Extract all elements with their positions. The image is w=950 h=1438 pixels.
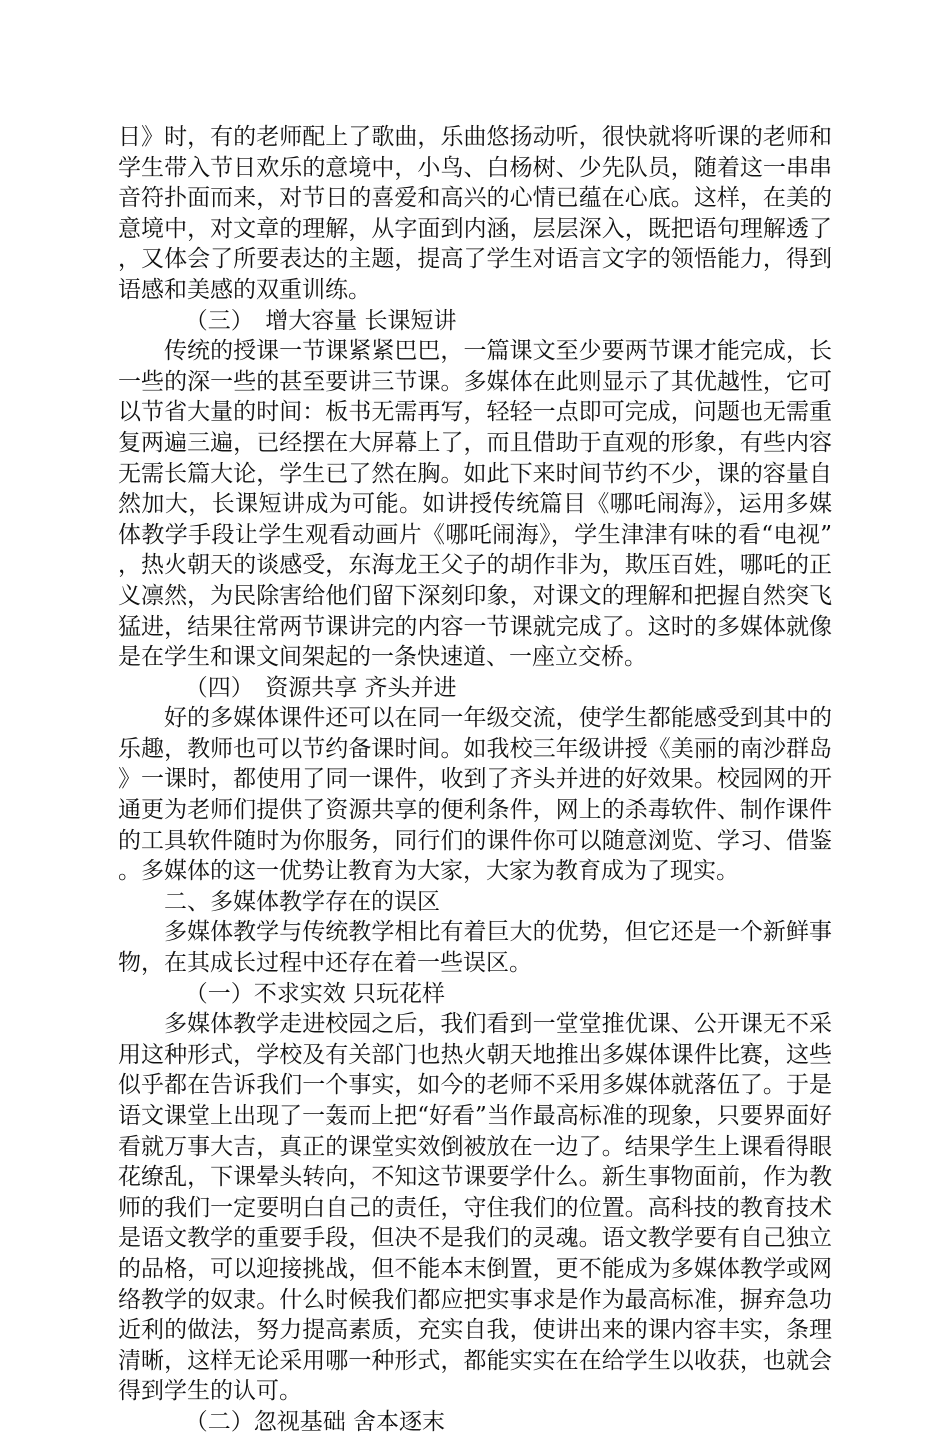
paragraph-misconceptions-intro: 多媒体教学与传统教学相比有着巨大的优势，但它还是一个新鲜事物，在其成长过程中还存在着一些误区。	[118, 919, 832, 977]
paragraph-capacity: 传统的授课一节课紧紧巴巴，一篇课文至少要两节课才能完成，长一些的深一些的甚至要讲三节课。多媒体在此则显示了其优越性，它可以节省大量的时间：板书无需再写，轻轻一点即可完成，问题也无需重复两遍三遍，已经摆在大屏幕上了，而且借助于直观的形象，有些内容无需长篇大论，学生已了然在胸。如此下来时间节约不少，课的容量自然加大，长课短讲成为可能。如讲授传统篇目《哪吒闹海》，运用多媒体教学手段让学生观看动画片《哪吒闹海》，学生津津有味的看“电视”，热火朝天的谈感受，东海龙王父子的胡作非为，欺压百姓，哪吒的正义凛然，为民除害给他们留下深刻印象，对课文的理解和把握自然突飞猛进，结果往常两节课讲完的内容一节课就完成了。这时的多媒体就像是在学生和课文间架起的一条快速道、一座立交桥。	[118, 338, 832, 671]
paragraph-resource-sharing: 好的多媒体课件还可以在同一年级交流，使学生都能感受到其中的乐趣，教师也可以节约备课时间。如我校三年级讲授《美丽的南沙群岛》一课时，都使用了同一课件，收到了齐头并进的好效果。校园网的开通更为老师们提供了资源共享的便利条件，网上的杀毒软件、制作课件的工具软件随时为你服务，同行们的课件你可以随意浏览、学习、借鉴。多媒体的这一优势让教育为大家，大家为教育成为了现实。	[118, 705, 832, 885]
document-body	[118, 122, 832, 1438]
section-heading-1: （一）不求实效 只玩花样	[184, 980, 445, 1007]
section-heading-2: （二）忽视基础 舍本逐末	[184, 1408, 445, 1435]
section-heading-3: （三） 增大容量 长课短讲	[184, 307, 457, 334]
section-heading-4: （四） 资源共享 齐头并进	[184, 674, 457, 701]
chapter-heading-misconceptions: 二、多媒体教学存在的误区	[164, 888, 440, 915]
paragraph-continued: 日》时，有的老师配上了歌曲，乐曲悠扬动听，很快就将听课的老师和学生带入节日欢乐的意境中，小鸟、白杨树、少先队员，随着这一串串音符扑面而来，对节日的喜爱和高兴的心情已蕴在心底。这样，在美的意境中，对文章的理解，从字面到内涵，层层深入，既把语句理解透了，又体会了所要表达的主题，提高了学生对语言文字的领悟能力，得到语感和美感的双重训练。	[118, 124, 832, 303]
paragraph-no-effect: 多媒体教学走进校园之后，我们看到一堂堂推优课、公开课无不采用这种形式，学校及有关部门也热火朝天地推出多媒体课件比赛，这些似乎都在告诉我们一个事实，如今的老师不采用多媒体就落伍了。于是语文课堂上出现了一轰而上把“好看”当作最高标准的现象，只要界面好看就万事大吉，真正的课堂实效倒被放在一边了。结果学生上课看得眼花缭乱，下课晕头转向，不知这节课要学什么。新生事物面前，作为教师的我们一定要明白自己的责任，守住我们的位置。高科技的教育技术是语文教学的重要手段，但决不是我们的灵魂。语文教学要有自己独立的品格，可以迎接挑战，但不能本末倒置，更不能成为多媒体教学或网络教学的奴隶。什么时候我们都应把实事求是作为最高标准，摒弃急功近利的做法，努力提高素质，充实自我，使讲出来的课内容丰实，条理清晰，这样无论采用哪一种形式，都能实实在在给学生以收获，也就会得到学生的认可。	[118, 1011, 832, 1405]
